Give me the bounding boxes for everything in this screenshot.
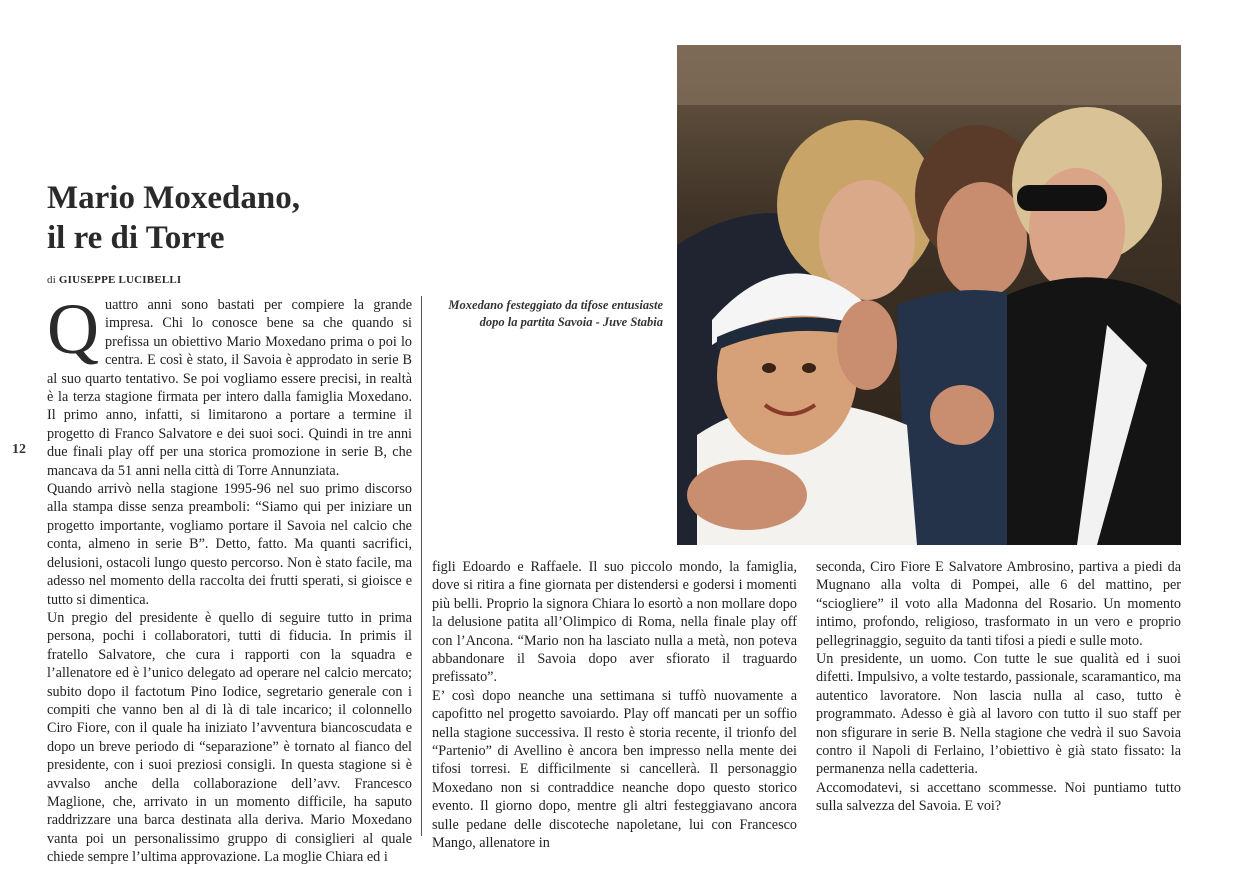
article-column-2 [432,558,797,853]
celebration-photo [677,45,1181,545]
photo-caption: Moxedano festeggiato da tifose entusiaste dopo la partita Savoia - Juve Stabia [448,298,663,329]
page-number: 12 [12,442,26,457]
paragraph: figli Edoardo e Raffaele. Il suo piccolo mondo, la famiglia, dove si ritira a fine giornata per distendersi e godersi i momenti più belli. Proprio la signora Chiara lo esortò a non mollare dopo la delusione patita all’Olimpico di Roma, nella finale play off con l’Ancona. “Mario non ha lasciato nulla a metà, non poteva abbandonare il Savoia dopo aver sfiorato il traguardo prefissato”. [432,559,797,686]
article-column-1 [47,289,412,867]
title-line-2: il re di Torre [47,220,225,256]
paragraph: seconda, Ciro Fiore E Salvatore Ambrosino, partiva a piedi da Mugnano alla volta di Pompei, alle 6 del mattino, per “sciogliere” il voto alla Madonna del Rosario. Un momento intimo, profondo, religioso, trasformato in un vero e proprio pellegrinaggio, seguito da tanti tifosi a piedi e sulle moto. [816,559,1181,649]
article-column-3 [816,558,1181,816]
paragraph [47,289,412,480]
photo-illustration [677,45,1181,545]
byline [47,274,181,286]
paragraph: Un presidente, un uomo. Con tutte le sue qualità ed i suoi difetti. Impulsivo, a volte testardo, passionale, scaramantico, ma autentico lavoratore. Non lascia nulla al caso, tutto è programmato. Adesso è già al lavoro con tutto il suo staff per non sfigurare in serie B. Nella stagione che vedrà il suo Savoia contro il Napoli di Ferlaino, l’obiettivo è già stato fissato: la permanenza nella cadetteria. [816,651,1181,778]
paragraph-text: uattro anni sono bastati per compiere la grande impresa. Chi lo conosce bene sa che quando si prefissa un obiettivo Mario Moxedano prima o poi lo centra. E così è stato, il Savoia è approdato in serie B al suo quarto tentativo. Se poi vogliamo essere precisi, in realtà è la terza stagione firmata per intero dalla famiglia Moxedano. Il primo anno, infatti, si limitarono a portare a termine il progetto di Franco Salvatore e dei suoi soci. Quindi in tre anni due finali play off per una storica promozione in serie B, che mancava da 51 anni nella città di Torre Annunziata. [47,297,412,479]
paragraph: Accomodatevi, si accettano scommesse. Noi puntiamo tutto sulla salvezza del Savoia. E voi? [816,779,1181,815]
paragraph: Un pregio del presidente è quello di seguire tutto in prima persona, pochi i collaboratori, tutti di fiducia. In primis il fratello Salvatore, che cura i rapporti con la squadra e l’allenatore ed è l’unico delegato ad operare nel calcio mercato; subito dopo il factotum Pino Iodice, segretario generale con i compiti che vanno ben al di là di tale incarico; il colonnello Ciro Fiore, con il quale ha iniziato l’avventura biancoscudata e dopo un breve periodo di “separazione” è tornato al fianco del presidente, con i suoi preziosi consigli. In questa stagione si è avvalso anche della collaborazione dell’avv. Francesco Maglione, che, arrivato in un momento difficile, ha saputo raddrizzare una barca destinata alla deriva. Mario Moxedano vanta poi un personalissimo gruppo di consiglieri al quale chiede sempre l’ultima approvazione. La moglie Chiara ed i [47,609,412,866]
paragraph: E’ così dopo neanche una settimana si tuffò nuovamente a capofitto nel progetto savoiardo. Play off mancati per un soffio nella stagione successiva. Il resto è storia recente, il trionfo del “Partenio” di Avellino è ancora ben impresso nella mente dei tifosi torresi. E difficilmente si cancellerà. Il personaggio Moxedano non si contraddice neanche dopo questo storico evento. Il giorno dopo, mentre gli altri festeggiavano ancora sulle pedane delle discoteche napoletane, lui con Francesco Mango, allenatore in [432,687,797,852]
byline-author: GIUSEPPE LUCIBELLI [58,274,182,286]
column-divider [421,296,422,836]
article-title [47,178,387,258]
byline-prefix: di [47,274,56,286]
paragraph: Quando arrivò nella stagione 1995-96 nel suo primo discorso alla stampa disse senza preamboli: “Siamo qui per iniziare un progetto importante, vogliamo portare il Savoia nel calcio che conta, almeno in serie B”. Detto, fatto. Ma quanti sacrifici, delusioni, ostacoli lungo questo percorso. Non è stato facile, ma adesso nel momento della raccolta dei frutti sperati, si gioisce e tutto si dimentica. [47,481,412,608]
drop-cap: Q [47,289,99,369]
title-line-1: Mario Moxedano, [47,180,300,216]
